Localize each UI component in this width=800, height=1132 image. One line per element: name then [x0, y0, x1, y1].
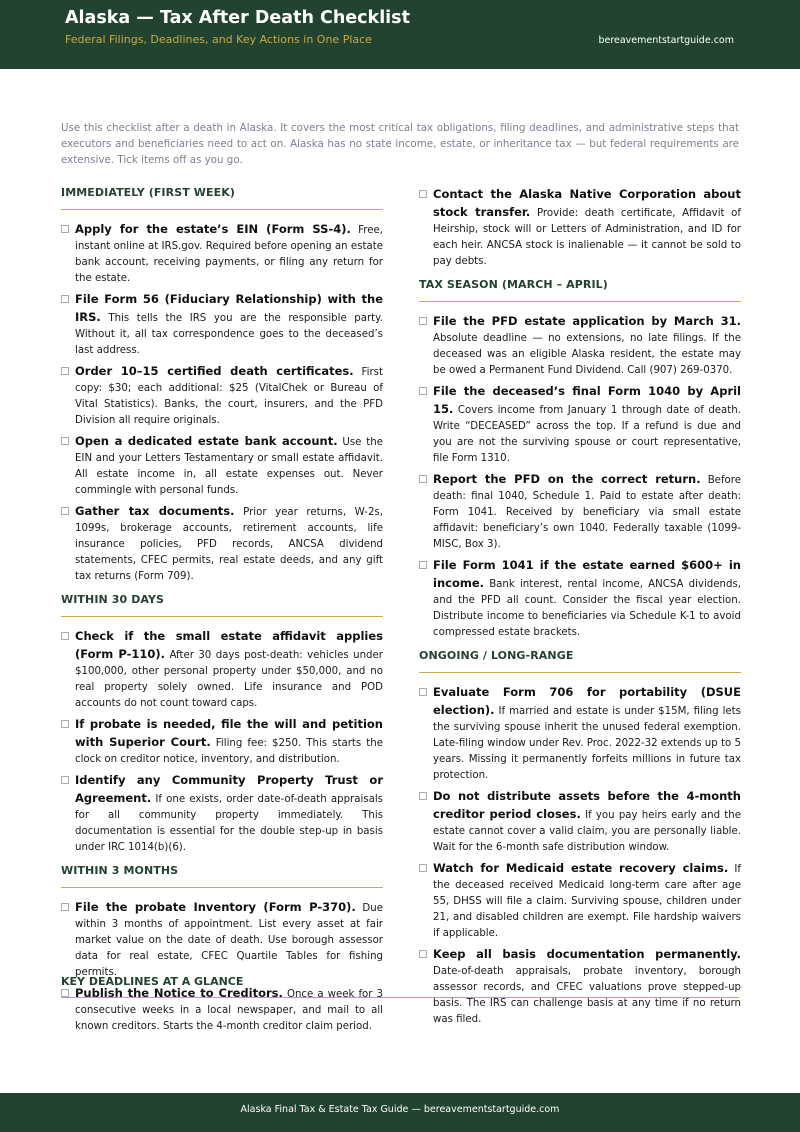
checkbox[interactable]: [419, 190, 427, 198]
item-description: Due within 3 months of appointment. List every asset at fair market value on the date of death. Use borough assessor data for real estate, CFEC Quartile Tables for fishing permits.: [75, 903, 383, 978]
item-title: Identify any Community Property Trust or Agreement.: [75, 773, 383, 805]
item-description: Use the EIN and your Letters Testamentary or small estate affidavit. All estate income in, all estate expenses out. Never commingle with personal funds.: [75, 437, 383, 496]
item-title: Do not distribute assets before the 4-month creditor period closes.: [433, 789, 741, 821]
item-title: Apply for the estate’s EIN (Form SS-4).: [75, 222, 351, 236]
item-description: This tells the IRS you are the responsible party. Without it, all tax correspondence goes to the deceased’s last address.: [75, 313, 383, 356]
item-description: Before death: final 1040, Schedule 1. Paid to estate after death: Form 1041. Received by beneficiary via small estate affidavit: beneficiary’s own 1040. Federally taxable (1099-MISC, Box 3).: [433, 475, 741, 550]
checkbox[interactable]: [419, 792, 427, 800]
item-title: Check if the small estate affidavit applies (Form P-110).: [75, 629, 383, 661]
checkbox[interactable]: [419, 561, 427, 569]
intro-paragraph: Use this checklist after a death in Alaska. It covers the most critical tax obligations, filing deadlines, and administrative steps that executors and beneficiaries need to act on. Alaska has no state income, estate, or inheritance tax — but federal requirements are extensive. Tick items off as you go.: [61, 122, 739, 166]
item-description: If married and estate is under $15M, filing lets the surviving spouse inherit the unused federal exemption. Late-filing window under Rev. Proc. 2022-32 extends up to 5 years. Missing it permanently forfeits millions in future tax protection.: [433, 706, 741, 781]
item-description: Prior year returns, W-2s, 1099s, brokerage accounts, retirement accounts, life insurance policies, PFD records, ANCSA dividend statements, CFEC permits, real estate deeds, and any gift tax returns (Form 709).: [75, 507, 384, 582]
left-column: [61, 186, 383, 1039]
item-description: If one exists, order date-of-death appraisals for all community property immediately. This documentation is essential for the double step-up in basis under IRC 1014(b)(6).: [75, 794, 383, 853]
item-title: File the PFD estate application by March 31.: [433, 314, 741, 328]
checklist-item: [61, 503, 383, 585]
item-title: File the probate Inventory (Form P-370).: [75, 900, 356, 914]
key-deadlines-heading: KEY DEADLINES AT A GLANCE: [61, 975, 739, 998]
checklist-item: [61, 291, 383, 359]
item-title: Open a dedicated estate bank account.: [75, 434, 338, 448]
page-title: Alaska — Tax After Death Checklist: [65, 8, 410, 28]
item-description: Filing fee: $250. This starts the clock on creditor notice, inventory, and distribution.: [75, 738, 384, 765]
checkbox[interactable]: [419, 387, 427, 395]
checklist-item: [61, 628, 383, 712]
header-site-link[interactable]: bereavementstartguide.com: [598, 35, 734, 46]
page-footer: [0, 1093, 800, 1132]
checkbox[interactable]: [419, 317, 427, 325]
item-title: File the deceased’s final Form 1040 by April 15.: [433, 384, 741, 416]
section-heading: TAX SEASON (MARCH – APRIL): [419, 278, 741, 302]
item-description: Free, instant online at IRS.gov. Required before opening an estate bank account, receiving payments, or filing any return for the estate.: [75, 225, 383, 284]
checklist-item: [61, 363, 383, 429]
checklist-item: [61, 433, 383, 499]
item-title: Gather tax documents.: [75, 504, 235, 518]
checkbox[interactable]: [61, 632, 69, 640]
checkbox[interactable]: [61, 507, 69, 515]
checklist-item: [419, 186, 741, 270]
checkbox[interactable]: [419, 950, 427, 958]
checklist-item: [419, 313, 741, 379]
item-title: File Form 1041 if the estate earned $600+ in income.: [433, 558, 741, 590]
checklist-item: [61, 899, 383, 981]
checkbox[interactable]: [419, 688, 427, 696]
checklist-item: [419, 383, 741, 467]
item-description: Bank interest, rental income, ANCSA dividends, and the PFD all count. Consider the fiscal year election. Distribute income to beneficiaries via Schedule K-1 to avoid compressed estate brackets.: [433, 579, 741, 638]
checklist-item: [61, 772, 383, 856]
item-title: Publish the Notice to Creditors.: [75, 986, 283, 1000]
footer-text: Alaska Final Tax & Estate Tax Guide — bereavementstartguide.com: [240, 1104, 560, 1115]
checklist-item: [419, 860, 741, 942]
checkbox[interactable]: [419, 475, 427, 483]
checklist-item: [419, 471, 741, 553]
checklist-item: [419, 557, 741, 641]
item-description: If you pay heirs early and the estate cannot cover a valid claim, you are personally liable. Wait for the 6-month safe distribution window.: [433, 810, 741, 853]
checklist-item: [61, 716, 383, 768]
checklist-item: [61, 221, 383, 287]
item-description: Once a week for 3 consecutive weeks in a local newspaper, and mail to all known creditors. Starts the 4-month creditor claim period.: [75, 989, 383, 1032]
section-heading: IMMEDIATELY (FIRST WEEK): [61, 186, 383, 210]
page-subtitle: Federal Filings, Deadlines, and Key Actions in One Place: [65, 33, 372, 46]
checkbox[interactable]: [61, 720, 69, 728]
item-title: Keep all basis documentation permanently.: [433, 947, 741, 961]
item-title: File Form 56 (Fiduciary Relationship) with the IRS.: [75, 292, 383, 324]
item-description: Date-of-death appraisals, probate inventory, borough assessor records, and CFEC valuations prove stepped-up basis. The IRS can challenge basis at any time if no return was filed.: [433, 966, 741, 1025]
checkbox[interactable]: [61, 225, 69, 233]
checklist-item: [419, 788, 741, 856]
item-title: Evaluate Form 706 for portability (DSUE election).: [433, 685, 741, 717]
checkbox[interactable]: [61, 295, 69, 303]
item-description: First copy: $30; each additional: $25 (VitalChek or Bureau of Vital Statistics). Banks, the court, insurers, and the PFD Division all require originals.: [75, 367, 383, 426]
checkbox[interactable]: [61, 776, 69, 784]
page-header: [0, 0, 800, 69]
item-description: After 30 days post-death: vehicles under $100,000, other personal property under $50,000, and no real property solely owned. Life insurance and POD accounts do not count toward caps.: [75, 650, 383, 709]
item-title: If probate is needed, file the will and petition with Superior Court.: [75, 717, 383, 749]
section-heading: WITHIN 3 MONTHS: [61, 864, 383, 888]
item-description: Covers income from January 1 through date of death. Write “DECEASED” across the top. If a refund is due and you are not the surviving spouse or court representative, file Form 1310.: [433, 405, 741, 464]
item-description: Provide: death certificate, Affidavit of Heirship, stock will or Letters of Administration, and ID for each heir. ANCSA stock is inalienable — it cannot be sold to pay debts.: [433, 208, 741, 267]
checkbox[interactable]: [61, 367, 69, 375]
item-description: Absolute deadline — no extensions, no late filings. If the deceased was an eligible Alaska resident, the estate may be owed a Permanent Fund Dividend. Call (907) 269-0370.: [433, 333, 741, 376]
checkbox[interactable]: [61, 903, 69, 911]
item-title: Contact the Alaska Native Corporation about stock transfer.: [433, 187, 741, 219]
item-title: Report the PFD on the correct return.: [433, 472, 701, 486]
right-column: [419, 186, 741, 1032]
checklist-item: [419, 684, 741, 784]
item-title: Order 10–15 certified death certificates.: [75, 364, 354, 378]
checkbox[interactable]: [419, 864, 427, 872]
checkbox[interactable]: [61, 437, 69, 445]
item-title: Watch for Medicaid estate recovery claims.: [433, 861, 729, 875]
section-heading: ONGOING / LONG-RANGE: [419, 649, 741, 673]
section-heading: WITHIN 30 DAYS: [61, 593, 383, 617]
item-description: If the deceased received Medicaid long-term care after age 55, DHSS will file a claim. Surviving spouse, children under 21, and disabled children are exempt. File hardship waivers if applicable.: [433, 864, 741, 939]
